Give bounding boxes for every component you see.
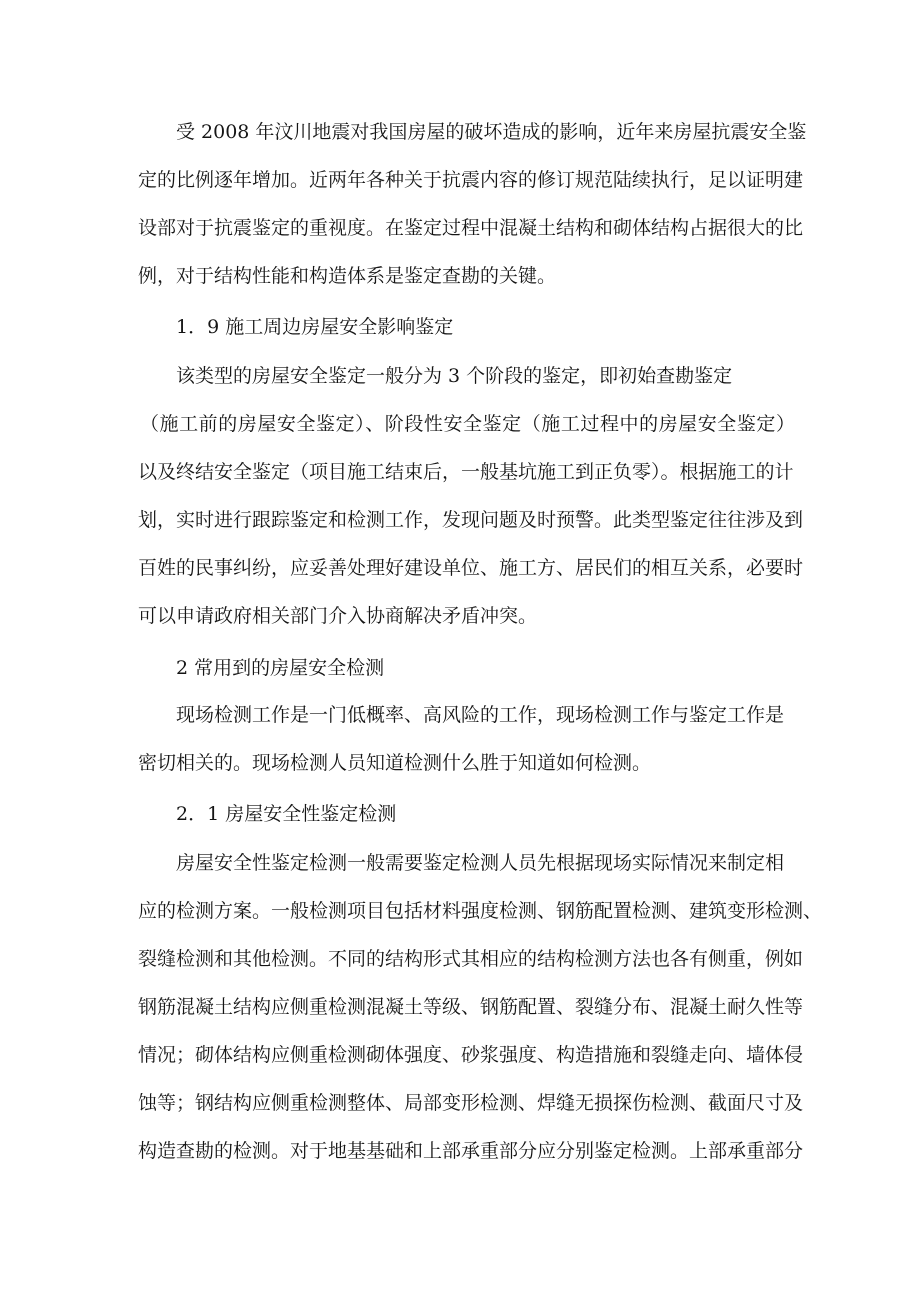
paragraph-line: 裂缝检测和其他检测。不同的结构形式其相应的结构检测方法也各有侧重，例如 <box>138 948 804 970</box>
paragraph-line: 百姓的民事纠纷，应妥善处理好建设单位、施工方、居民们的相互关系，必要时 <box>138 557 804 579</box>
paragraph-line: （施工前的房屋安全鉴定）、阶段性安全鉴定（施工过程中的房屋安全鉴定） <box>140 413 795 435</box>
paragraph-line: 以及终结安全鉴定（项目施工结束后，一般基坑施工到正负零）。根据施工的计 <box>138 461 794 483</box>
paragraph-line: 钢筋混凝土结构应侧重检测混凝土等级、钢筋配置、裂缝分布、混凝土耐久性等 <box>138 996 804 1018</box>
paragraph-line: 密切相关的。现场检测人员知道检测什么胜于知道如何检测。 <box>138 752 652 774</box>
paragraph-line: 房屋安全性鉴定检测一般需要鉴定检测人员先根据现场实际情况来制定相 <box>176 852 785 874</box>
paragraph-line: 构造查勘的检测。对于地基基础和上部承重部分应分别鉴定检测。上部承重部分 <box>138 1140 804 1162</box>
paragraph-line: 该类型的房屋安全鉴定一般分为 3 个阶段的鉴定，即初始查勘鉴定 <box>176 365 733 387</box>
paragraph-line: 可以申请政府相关部门介入协商解决矛盾冲突。 <box>138 605 538 627</box>
section-heading: 2 常用到的房屋安全检测 <box>176 657 385 679</box>
section-heading: 1．9 施工周边房屋安全影响鉴定 <box>176 316 454 338</box>
paragraph-line: 应的检测方案。一般检测项目包括材料强度检测、钢筋配置检测、建筑变形检测、 <box>138 900 823 922</box>
paragraph-line: 划，实时进行跟踪鉴定和检测工作，发现问题及时预警。此类型鉴定往往涉及到 <box>138 509 804 531</box>
section-heading: 2．1 房屋安全性鉴定检测 <box>176 803 397 825</box>
paragraph-line: 受 2008 年汶川地震对我国房屋的破坏造成的影响，近年来房屋抗震安全鉴 <box>176 121 807 143</box>
paragraph-line: 情况；砌体结构应侧重检测砌体强度、砂浆强度、构造措施和裂缝走向、墙体侵 <box>138 1044 804 1066</box>
paragraph-line: 现场检测工作是一门低概率、高风险的工作，现场检测工作与鉴定工作是 <box>176 704 785 726</box>
paragraph-line: 蚀等；钢结构应侧重检测整体、局部变形检测、焊缝无损探伤检测、截面尺寸及 <box>138 1092 804 1114</box>
paragraph-line: 例，对于结构性能和构造体系是鉴定查勘的关键。 <box>138 265 557 287</box>
paragraph-line: 定的比例逐年增加。近两年各种关于抗震内容的修订规范陆续执行，足以证明建 <box>138 169 804 191</box>
paragraph-line: 设部对于抗震鉴定的重视度。在鉴定过程中混凝土结构和砌体结构占据很大的比 <box>138 217 804 239</box>
